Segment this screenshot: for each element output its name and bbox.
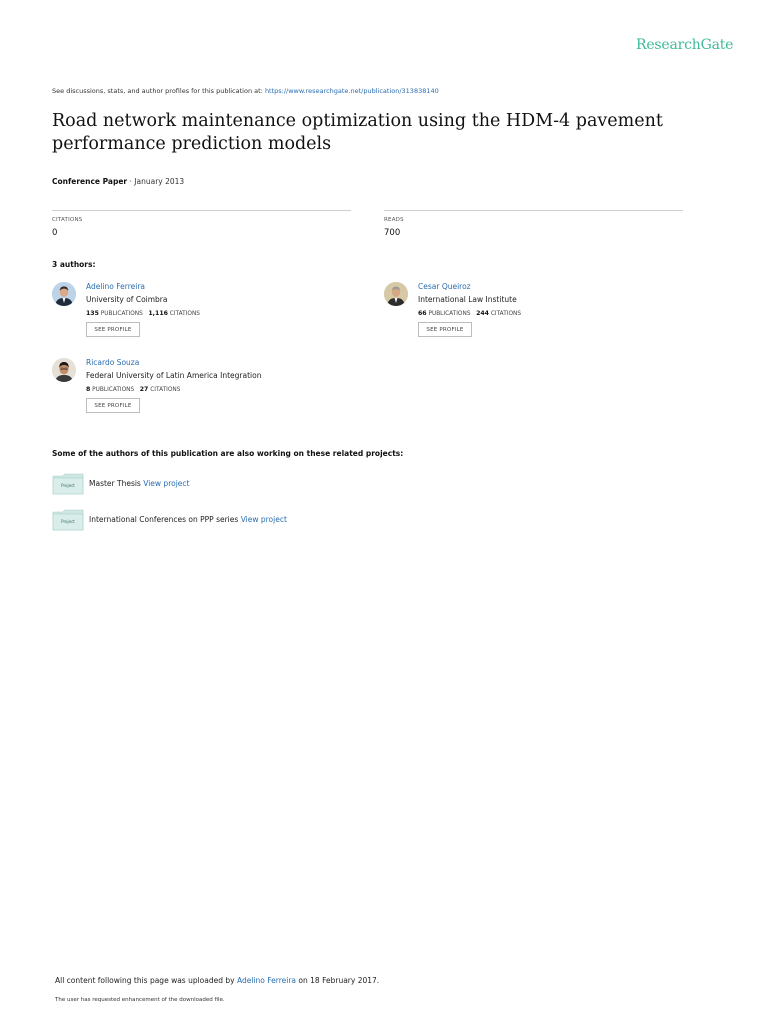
- author-stats: [86, 310, 200, 317]
- meta-separator: ·: [129, 177, 132, 186]
- project-name: International Conferences on PPP series: [89, 515, 239, 524]
- upload-notice: [55, 976, 379, 985]
- folder-icon: [52, 509, 84, 531]
- see-profile-button[interactable]: SEE PROFILE: [86, 398, 140, 413]
- publications-count: 8: [86, 386, 91, 393]
- discussion-text: See discussions, stats, and author profiles for this publication at:: [52, 87, 263, 95]
- project-name: Master Thesis: [89, 479, 141, 488]
- publication-date: January 2013: [134, 177, 185, 186]
- discussion-line: [52, 87, 439, 95]
- folder-icon-label: Project: [61, 519, 75, 524]
- enhancement-request-notice: The user has requested enhancement of the downloaded file.: [55, 997, 225, 1003]
- authors-heading: 3 authors:: [52, 260, 96, 269]
- publications-count: 135: [86, 310, 99, 317]
- author-stats: [86, 386, 180, 393]
- view-project-link[interactable]: View project: [240, 515, 287, 524]
- project-line: [89, 515, 287, 524]
- project-line: [89, 479, 189, 488]
- related-projects-heading: Some of the authors of this publication are also working on these related projects:: [52, 449, 404, 458]
- researchgate-logo[interactable]: ResearchGate: [636, 37, 734, 53]
- publication-type: Conference Paper: [52, 177, 128, 186]
- publication-meta: [52, 177, 184, 186]
- citations-label: CITATIONS: [52, 217, 83, 223]
- person-avatar-icon[interactable]: [52, 282, 76, 306]
- publications-count: 66: [418, 310, 427, 317]
- project-item-ppp-conferences: [52, 509, 452, 533]
- see-profile-button[interactable]: SEE PROFILE: [86, 322, 140, 337]
- publications-label: PUBLICATIONS: [428, 311, 471, 317]
- author-card-ricardo-souza: [52, 358, 372, 418]
- author-institution: University of Coimbra: [86, 295, 168, 304]
- author-card-adelino-ferreira: [52, 282, 372, 342]
- citations-stat: [52, 210, 351, 238]
- reads-value: 700: [384, 228, 401, 238]
- folder-icon-label: Project: [61, 483, 75, 488]
- uploader-link[interactable]: Adelino Ferreira: [236, 976, 297, 985]
- upload-prefix: All content following this page was uploaded by: [55, 976, 235, 985]
- reads-stat: [384, 210, 683, 238]
- person-avatar-icon[interactable]: [384, 282, 408, 306]
- project-item-master-thesis: [52, 473, 452, 497]
- author-name-link[interactable]: Ricardo Souza: [86, 358, 140, 367]
- citations-label: CITATIONS: [490, 311, 522, 317]
- publication-url-link[interactable]: https://www.researchgate.net/publication/313838140: [264, 87, 439, 95]
- citations-label: CITATIONS: [169, 311, 200, 317]
- author-institution: International Law Institute: [418, 295, 517, 304]
- publications-label: PUBLICATIONS: [92, 387, 135, 393]
- citations-value: 0: [52, 228, 58, 238]
- citations-label: CITATIONS: [150, 387, 181, 393]
- view-project-link[interactable]: View project: [143, 479, 190, 488]
- citations-count: 244: [476, 310, 489, 317]
- citations-count: 27: [139, 386, 149, 393]
- publications-label: PUBLICATIONS: [100, 311, 143, 317]
- upload-suffix: on 18 February 2017.: [298, 976, 380, 985]
- person-avatar-icon[interactable]: [52, 358, 76, 382]
- citations-count: 1,116: [148, 310, 168, 317]
- author-card-cesar-queiroz: [384, 282, 704, 342]
- author-name-link[interactable]: Cesar Queiroz: [418, 282, 471, 291]
- folder-icon: [52, 473, 84, 495]
- author-name-link[interactable]: Adelino Ferreira: [86, 282, 146, 291]
- author-stats: [418, 310, 521, 317]
- reads-label: READS: [384, 217, 404, 223]
- publication-title: Road network maintenance optimization using the HDM-4 pavement performance prediction models: [52, 111, 663, 154]
- see-profile-button[interactable]: SEE PROFILE: [418, 322, 472, 337]
- author-institution: Federal University of Latin America Integration: [86, 371, 262, 380]
